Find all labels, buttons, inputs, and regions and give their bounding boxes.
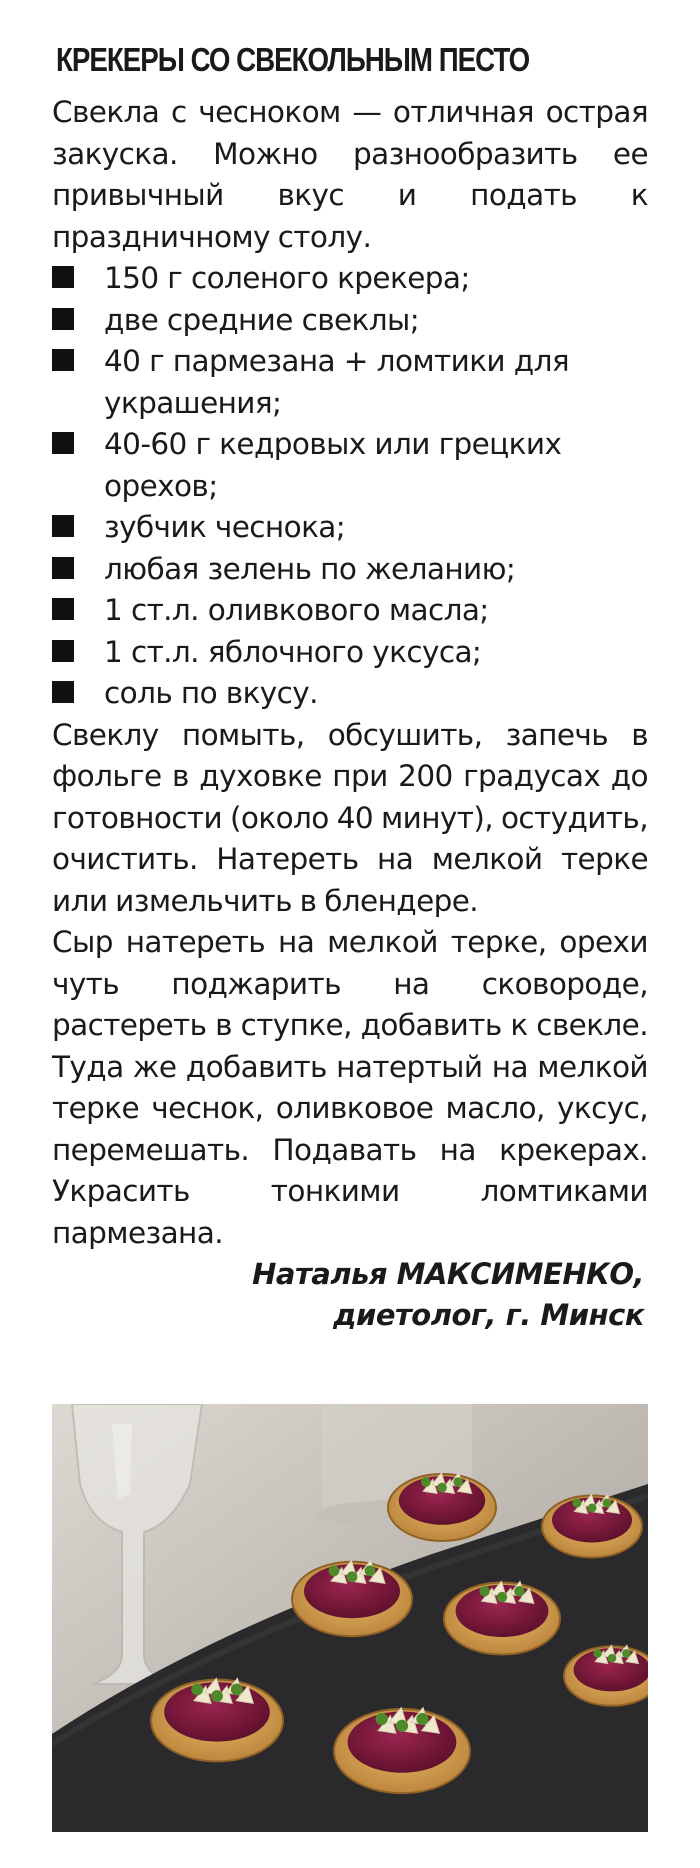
cracker-with-pesto: [388, 1473, 496, 1541]
ingredient-item: 150 г соленого крекера;: [52, 258, 648, 300]
cracker-with-pesto: [542, 1495, 642, 1558]
square-bullet-icon: [52, 515, 74, 537]
ingredient-item: 1 ст.л. яблочного уксуса;: [52, 632, 648, 674]
square-bullet-icon: [52, 557, 74, 579]
ingredient-list: [52, 258, 648, 715]
ingredient-item: две средние свеклы;: [52, 300, 648, 342]
square-bullet-icon: [52, 349, 74, 371]
article-title: КРЕКЕРЫ СО СВЕКОЛЬНЫМ ПЕСТО: [56, 41, 530, 78]
square-bullet-icon: [52, 598, 74, 620]
instruction-paragraph: Свеклу помыть, обсушить, запечь в фольге в духовке при 200 градусах до готовности (около 40 минут), остудить, очистить. Натереть на мелкой терке или измельчить в блендере.: [52, 717, 648, 918]
article-intro: Свекла с чесноком — отличная острая закуска. Можно разнообразить ее привычный вкус и подать к праздничному столу.: [52, 95, 648, 254]
ingredient-item: 1 ст.л. оливкового масла;: [52, 590, 648, 632]
ingredient-item: зубчик чеснока;: [52, 507, 648, 549]
author-signature: [52, 1254, 644, 1336]
cracker-with-pesto: [151, 1678, 283, 1761]
square-bullet-icon: [52, 266, 74, 288]
square-bullet-icon: [52, 308, 74, 330]
square-bullet-icon: [52, 681, 74, 703]
cracker-with-pesto: [292, 1561, 412, 1637]
square-bullet-icon: [52, 432, 74, 454]
ingredient-item: соль по вкусу.: [52, 673, 648, 715]
cracker-with-pesto: [444, 1581, 560, 1654]
instruction-paragraph: Сыр натереть на мелкой терке, орехи чуть поджарить на сковороде, растереть в ступке, добавить к свекле. Туда же добавить натертый на мелкой терке чеснок, оливковое масло, уксус, перемешать. Подавать на крекерах. Украсить тонкими ломтиками пармезана.: [52, 925, 648, 1250]
ingredient-item: 40 г пармезана + ломтики для украшения;: [52, 341, 648, 424]
cracker-with-pesto: [334, 1707, 470, 1793]
author-role: диетолог, г. Минск: [333, 1298, 644, 1332]
crackers-photo: [52, 1404, 648, 1832]
crackers-photo-illustration: [52, 1404, 648, 1832]
author-name: Наталья МАКСИМЕНКО,: [252, 1257, 644, 1291]
square-bullet-icon: [52, 640, 74, 662]
ingredient-item: любая зелень по желанию;: [52, 549, 648, 591]
ingredient-item: 40-60 г кедровых или грецких орехов;: [52, 424, 648, 507]
